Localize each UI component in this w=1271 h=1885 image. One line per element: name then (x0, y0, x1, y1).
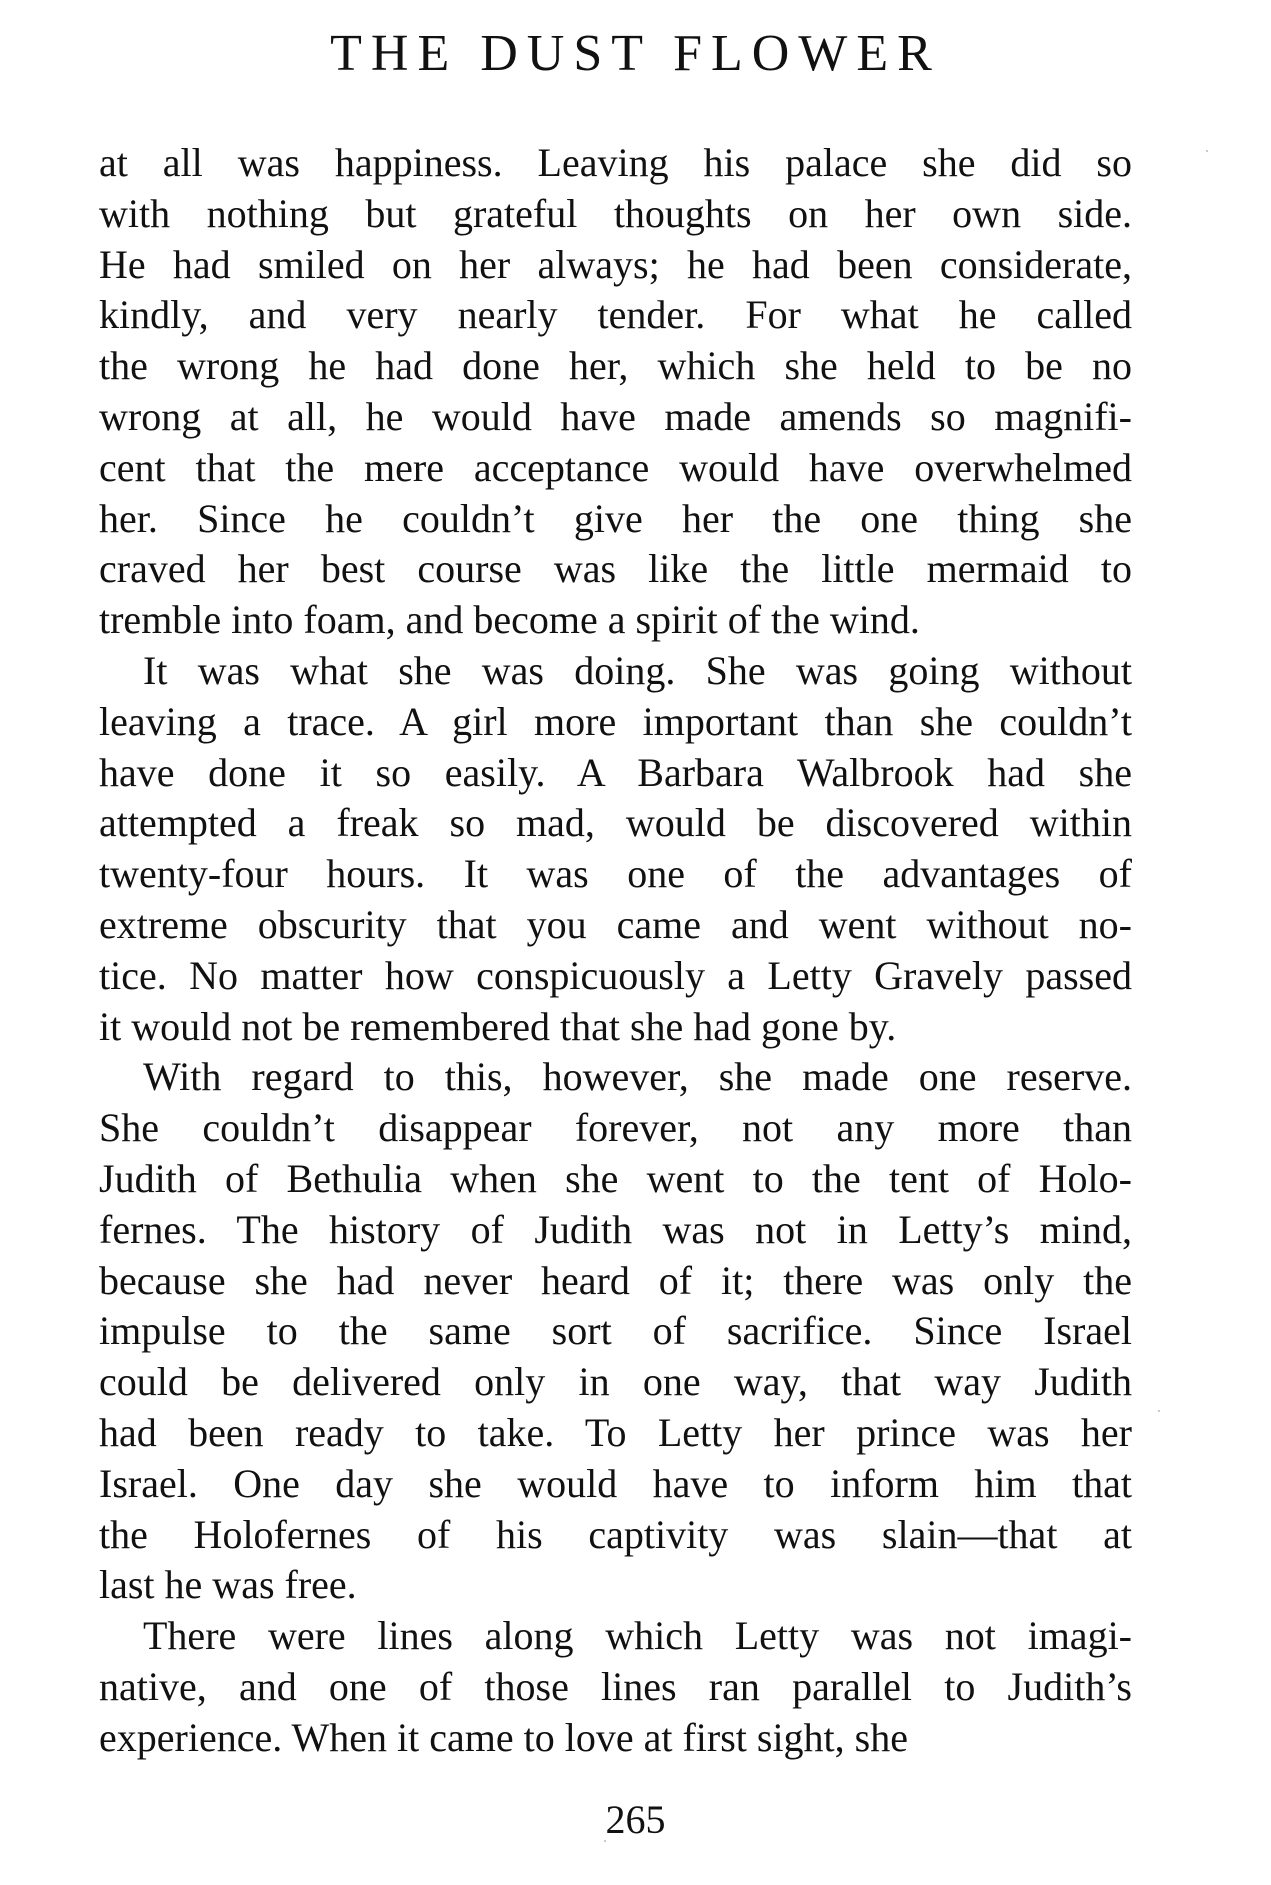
paragraph (99, 1611, 1132, 1763)
paper-speck (1158, 1410, 1160, 1412)
text-line: tremble into foam, and become a spirit of the wind. (99, 597, 920, 643)
text-line: She couldn’t disappear forever, not any more than (99, 1105, 1132, 1151)
text-line: attempted a freak so mad, would be discovered within (99, 800, 1132, 846)
text-line: wrong at all, he would have made amends so magnifi- (99, 393, 1132, 439)
body-text (99, 138, 1132, 1764)
text-line: have done it so easily. A Barbara Walbrook had she (99, 749, 1132, 795)
text-line: experience. When it came to love at first sight, she (99, 1714, 908, 1760)
text-line: extreme obscurity that you came and went without no- (99, 901, 1132, 947)
text-line: the wrong he had done her, which she held to be no (99, 343, 1132, 389)
text-line: could be delivered only in one way, that way Judith (99, 1359, 1132, 1405)
paragraph (99, 138, 1132, 646)
text-line: because she had never heard of it; there was only the (99, 1257, 1132, 1303)
text-line: at all was happiness. Leaving his palace she did so (99, 140, 1132, 185)
text-line: With regard to this, however, she made one reserve. (143, 1054, 1132, 1100)
text-line: impulse to the same sort of sacrifice. Since Israel (99, 1308, 1132, 1354)
paragraph (99, 646, 1132, 1052)
text-line: her. Since he couldn’t give her the one thing she (99, 495, 1132, 541)
text-line: kindly, and very nearly tender. For what he called (99, 292, 1132, 338)
text-line: There were lines along which Letty was not imagi- (143, 1613, 1132, 1659)
page-number: 265 (605, 1797, 666, 1842)
text-line: fernes. The history of Judith was not in Letty’s mind, (99, 1206, 1132, 1252)
text-line: He had smiled on her always; he had been considerate, (99, 241, 1132, 287)
text-line: twenty-four hours. It was one of the advantages of (99, 851, 1132, 897)
text-line: It was what she was doing. She was going without (143, 647, 1132, 693)
text-line: with nothing but grateful thoughts on her own side. (99, 190, 1132, 236)
text-line: cent that the mere acceptance would have overwhelmed (99, 444, 1132, 490)
running-head-title: THE DUST FLOWER (330, 25, 941, 82)
text-line: last he was free. (99, 1562, 357, 1608)
text-line: it would not be remembered that she had gone by. (99, 1003, 897, 1049)
paper-speck (604, 1840, 606, 1842)
text-line: Israel. One day she would have to inform him that (99, 1460, 1132, 1506)
paper-speck (1206, 150, 1208, 152)
text-line: Judith of Bethulia when she went to the tent of Holo- (99, 1155, 1132, 1201)
text-line: the Holofernes of his captivity was slain—that at (99, 1511, 1132, 1557)
paragraph (99, 1052, 1132, 1611)
text-line: tice. No matter how conspicuously a Letty Gravely passed (99, 952, 1132, 998)
text-line: native, and one of those lines ran parallel to Judith’s (99, 1663, 1132, 1709)
text-line: had been ready to take. To Letty her prince was her (99, 1409, 1132, 1455)
text-line: leaving a trace. A girl more important than she couldn’t (99, 698, 1132, 744)
text-line: craved her best course was like the little mermaid to (99, 546, 1132, 592)
